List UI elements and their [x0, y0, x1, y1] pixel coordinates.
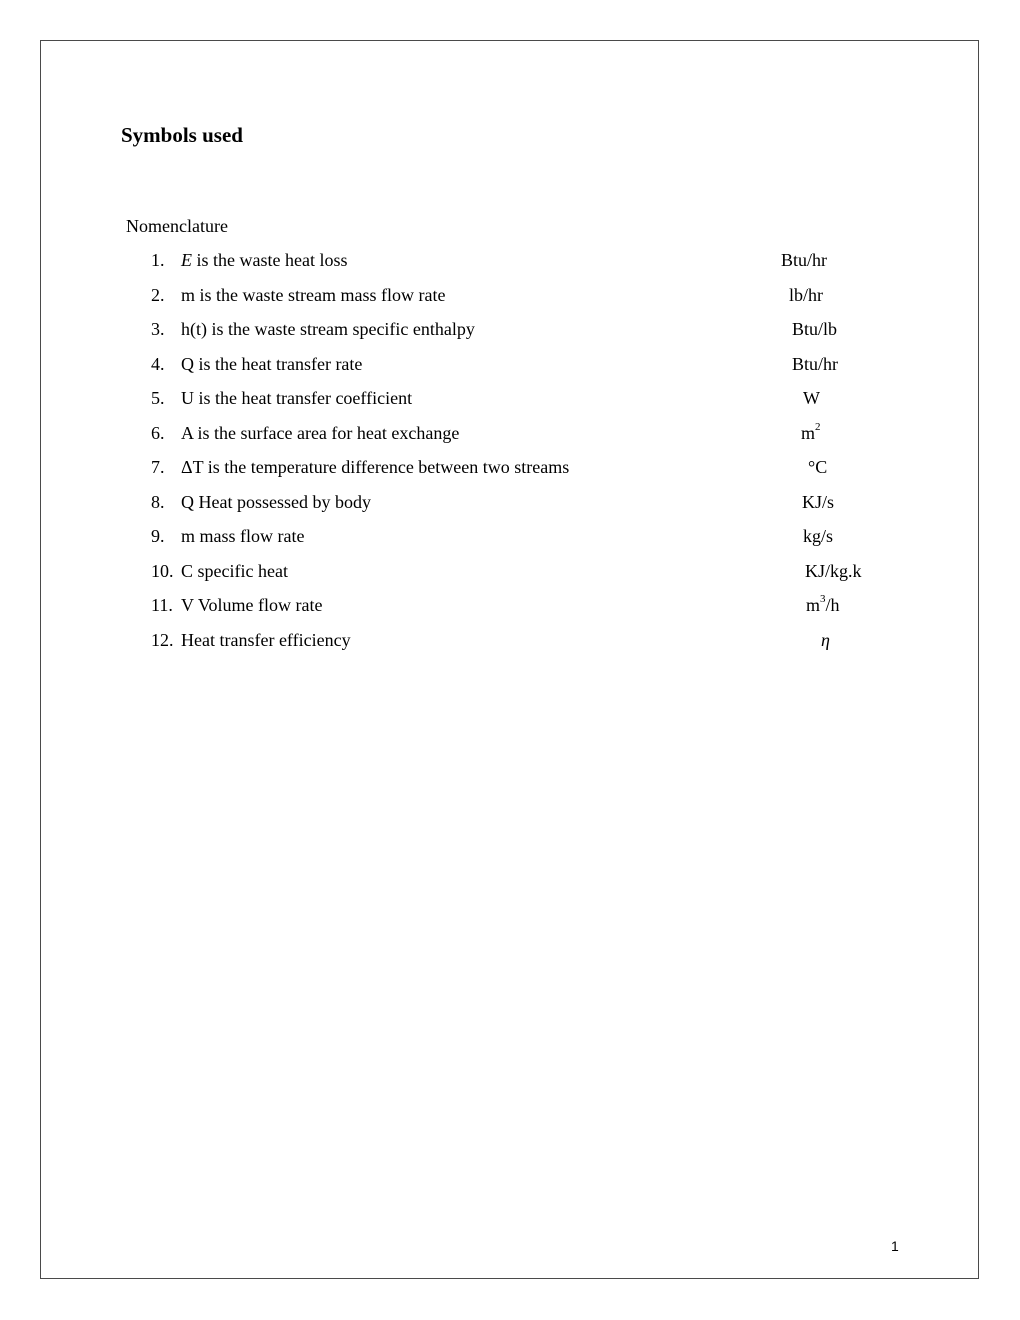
item-unit: W [803, 388, 820, 408]
item-text: C specific heat [181, 560, 288, 581]
item-unit: $m^3/h$ [806, 593, 840, 615]
item-unit: lb/hr [789, 284, 823, 305]
item-text: h(t) is the waste stream specific enthalpy [181, 319, 475, 339]
list-item [0, 248, 1020, 283]
item-description [181, 593, 323, 617]
item-number: 4. [151, 353, 165, 374]
item-description [181, 283, 445, 307]
item-unit: Btu/lb [792, 319, 838, 339]
item-description [181, 386, 412, 410]
item-number: 3. [151, 319, 165, 339]
item-description [181, 455, 569, 479]
item-text: m mass flow rate [181, 526, 305, 546]
item-unit: Btu/hr [792, 353, 839, 374]
item-description [181, 490, 371, 514]
list-item [0, 352, 1020, 387]
item-text: Heat transfer efficiency [181, 629, 351, 650]
list-item [0, 283, 1020, 318]
item-text: is the waste heat loss [192, 250, 348, 270]
item-number: 9. [151, 526, 165, 546]
item-description [181, 352, 362, 376]
item-number: 10. [151, 560, 174, 581]
list-item [0, 559, 1020, 594]
item-number: 2. [151, 284, 165, 305]
list-item [0, 490, 1020, 525]
item-description [181, 524, 304, 548]
list-item [0, 628, 1020, 663]
item-unit: KJ/s [802, 491, 835, 512]
list-item [0, 455, 1020, 490]
item-unit: $m^2$ [801, 420, 821, 443]
item-symbol: E [181, 250, 192, 270]
section-label: Nomenclature [126, 216, 228, 236]
page-number: 1 [891, 1238, 899, 1254]
item-unit: kg/s [803, 526, 834, 546]
item-unit: η [821, 629, 830, 650]
unit-superscript: 3 [820, 593, 826, 605]
item-description [181, 628, 351, 652]
list-item [0, 524, 1020, 559]
item-unit: Btu/hr [781, 250, 828, 270]
item-description [181, 317, 475, 341]
item-unit: KJ/kg.k [805, 560, 862, 581]
list-item [0, 421, 1020, 456]
item-description [181, 248, 347, 272]
item-text: V Volume flow rate [181, 595, 323, 615]
item-number: 8. [151, 491, 165, 512]
item-number: 12. [151, 629, 174, 650]
page-title: Symbols used [121, 123, 243, 147]
item-number: 11. [151, 595, 173, 615]
nomenclature-list [0, 248, 1020, 662]
item-number: 1. [151, 250, 165, 270]
unit-superscript: 2 [815, 420, 821, 433]
list-item [0, 593, 1020, 628]
item-number: 5. [151, 388, 165, 408]
item-description [181, 421, 459, 445]
item-number: 7. [151, 457, 165, 477]
item-unit: °C [808, 457, 828, 477]
list-item [0, 317, 1020, 352]
item-text: m is the waste stream mass flow rate [181, 284, 446, 305]
item-text: U is the heat transfer coefficient [181, 388, 413, 408]
item-text: ΔT is the temperature difference between two streams [181, 457, 570, 477]
item-text: Q is the heat transfer rate [181, 353, 363, 374]
item-description [181, 559, 288, 583]
list-item [0, 386, 1020, 421]
item-text: Q Heat possessed by body [181, 491, 371, 512]
item-text: A is the surface area for heat exchange [181, 422, 460, 443]
item-number: 6. [151, 422, 165, 443]
